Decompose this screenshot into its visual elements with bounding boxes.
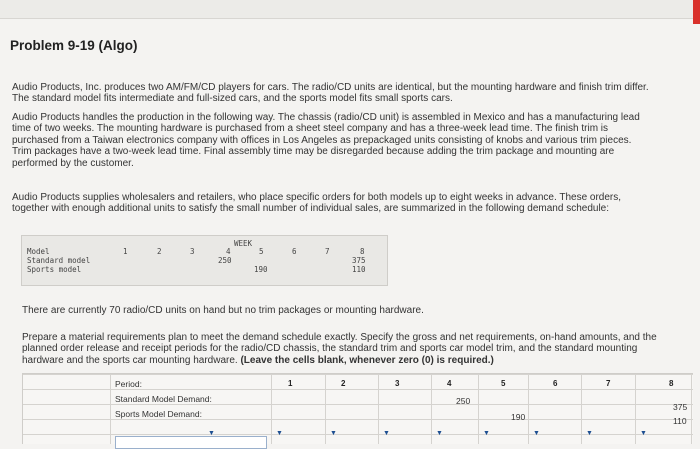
top-toolbar xyxy=(0,0,700,19)
standard-w4: 250 xyxy=(218,256,232,265)
standard-demand-label: Standard Model Demand: xyxy=(115,394,212,404)
standard-model-label: Standard model xyxy=(27,256,91,265)
week-col-3: 3 xyxy=(190,247,195,256)
arrow-marker-icon: ▼ xyxy=(436,430,443,437)
period-1: 1 xyxy=(288,379,293,388)
mrp-input-grid xyxy=(22,373,693,444)
grid-sports-w8: 110 xyxy=(673,416,687,426)
demand-schedule-table xyxy=(21,235,388,286)
arrow-marker-icon: ▼ xyxy=(208,430,215,437)
instructions-paragraph xyxy=(22,332,662,366)
week-col-5: 5 xyxy=(259,247,264,256)
arrow-marker-icon: ▼ xyxy=(533,430,540,437)
arrow-marker-icon: ▼ xyxy=(330,430,337,437)
production-paragraph: Audio Products handles the production in the following way. The chassis (radio/CD unit) is assembled in Mexico and has a manufacturing lead time of two weeks. The mounting hardware is purchased from a sheet steel company and has a three-week lead time. The finish trim is purchased from a Taiwan electronics company with offices in Los Angeles as prepackaged units consisting of knobs and various trim pieces. Trim packages have a two-week lead time. Final assembly time may be disregarded because adding the trim package and mounting are performed by the customer. xyxy=(12,112,640,169)
arrow-marker-icon: ▼ xyxy=(640,430,647,437)
week-col-7: 7 xyxy=(325,247,330,256)
period-7: 7 xyxy=(606,379,611,388)
grid-standard-w8: 375 xyxy=(673,402,688,412)
week-col-2: 2 xyxy=(157,247,162,256)
week-col-8: 8 xyxy=(360,247,365,256)
accent-bar xyxy=(693,0,700,24)
week-header: WEEK xyxy=(234,239,253,248)
period-4: 4 xyxy=(447,379,452,388)
period-5: 5 xyxy=(501,379,506,388)
instructions-text: Prepare a material requirements plan to meet the demand schedule exactly. Specify the gross and net requirements, on-hand amounts, and the planned order release and receipt periods for the radio/CD chassis, the standard trim and sports car model trim, and the standard mounting hardware and the sports car mounting hardware. xyxy=(22,332,657,366)
week-col-1: 1 xyxy=(123,247,128,256)
sports-demand-label: Sports Model Demand: xyxy=(115,409,202,419)
period-3: 3 xyxy=(395,379,400,388)
period-6: 6 xyxy=(553,379,558,388)
model-header: Model xyxy=(27,247,50,256)
arrow-marker-icon: ▼ xyxy=(483,430,490,437)
problem-title: Problem 9-19 (Algo) xyxy=(10,38,138,53)
sports-w8: 110 xyxy=(352,265,366,274)
grid-sports-w5: 190 xyxy=(511,412,526,422)
sports-model-label: Sports model xyxy=(27,265,82,274)
demand-paragraph: Audio Products supplies wholesalers and retailers, who place specific orders for both models up to eight weeks in advance. These orders, together with enough additional units to satisfy the small number of individual sales, are summarized in the following demand schedule: xyxy=(12,192,622,215)
instructions-note: (Leave the cells blank, whenever zero (0) is required.) xyxy=(240,354,494,366)
period-label: Period: xyxy=(115,379,142,389)
standard-w8: 375 xyxy=(352,256,366,265)
week-col-4: 4 xyxy=(226,247,231,256)
intro-paragraph: Audio Products, Inc. produces two AM/FM/CD players for cars. The radio/CD units are identical, but the mounting hardware and finish trim differ. The standard model fits intermediate and full-sized cars, and the sports model fits small sports cars. xyxy=(12,82,649,105)
arrow-marker-icon: ▼ xyxy=(383,430,390,437)
week-col-6: 6 xyxy=(292,247,297,256)
arrow-marker-icon: ▼ xyxy=(586,430,593,437)
sports-w5: 190 xyxy=(254,265,268,274)
arrow-marker-icon: ▼ xyxy=(276,430,283,437)
grid-standard-w4: 250 xyxy=(456,396,471,406)
period-8: 8 xyxy=(669,379,674,388)
on-hand-paragraph: There are currently 70 radio/CD units on hand but no trim packages or mounting hardware. xyxy=(22,305,424,316)
period-2: 2 xyxy=(341,379,346,388)
